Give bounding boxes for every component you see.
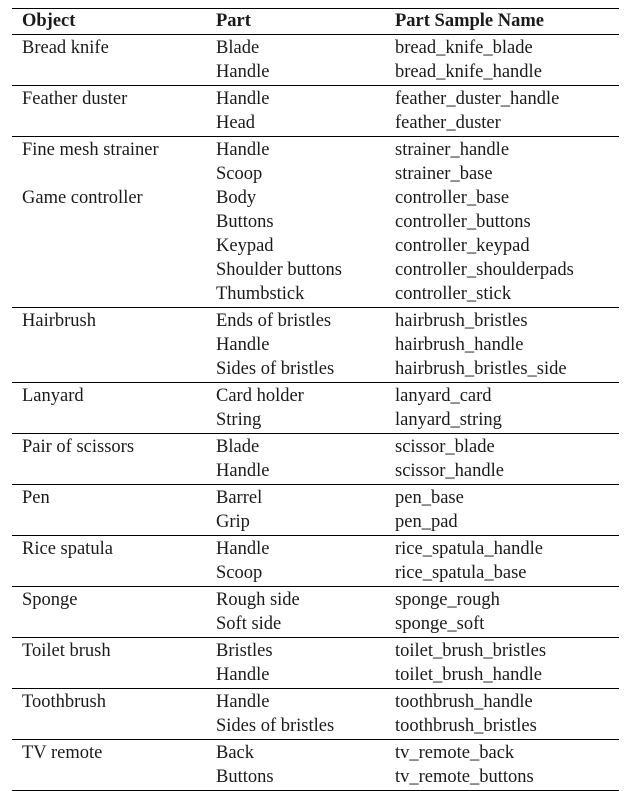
part-cell: Shoulder buttons: [216, 260, 342, 280]
table-row: [12, 714, 619, 740]
row-group: [12, 638, 619, 689]
header-object: Object: [22, 11, 76, 31]
sample-name-cell: toothbrush_handle: [395, 692, 533, 712]
object-cell: Sponge: [22, 590, 78, 610]
part-cell: Handle: [216, 140, 270, 160]
object-cell: Lanyard: [22, 386, 84, 406]
sample-name-cell: controller_buttons: [395, 212, 531, 232]
part-cell: Sides of bristles: [216, 716, 335, 736]
object-cell: [12, 333, 206, 357]
table-row: [12, 86, 619, 112]
sample-name-cell: controller_base: [395, 188, 510, 208]
object-cell: Rice spatula: [22, 539, 113, 559]
part-cell: String: [216, 410, 262, 430]
table-row: [12, 137, 619, 163]
row-group: [12, 689, 619, 740]
part-cell: Barrel: [216, 488, 263, 508]
object-cell: TV remote: [22, 743, 103, 763]
table-row: [12, 234, 619, 258]
sample-name-cell: scissor_blade: [395, 437, 495, 457]
sample-name-cell: strainer_handle: [395, 140, 510, 160]
object-cell: Pair of scissors: [22, 437, 135, 457]
object-cell: [12, 612, 206, 638]
part-cell: Handle: [216, 335, 270, 355]
object-cell: Feather duster: [22, 89, 128, 109]
part-cell: Blade: [216, 38, 260, 58]
table-row: [12, 162, 619, 186]
part-cell: Handle: [216, 692, 270, 712]
part-cell: Body: [216, 188, 257, 208]
object-cell: [12, 459, 206, 485]
object-cell: [12, 111, 206, 137]
object-cell: [12, 510, 206, 536]
object-cell: [12, 765, 206, 791]
sample-name-cell: controller_shoulderpads: [395, 260, 574, 280]
header-row: [12, 9, 619, 35]
object-cell: [12, 282, 206, 308]
part-cell: Back: [216, 743, 255, 763]
sample-name-cell: bread_knife_blade: [395, 38, 533, 58]
header-part: Part: [216, 11, 251, 31]
part-cell: Grip: [216, 512, 250, 532]
part-cell: Handle: [216, 539, 270, 559]
sample-name-cell: rice_spatula_handle: [395, 539, 543, 559]
sample-name-cell: tv_remote_buttons: [395, 767, 534, 787]
object-cell: Hairbrush: [22, 311, 96, 331]
row-group: [12, 86, 619, 137]
sample-name-cell: bread_knife_handle: [395, 62, 542, 82]
sample-name-cell: pen_pad: [395, 512, 458, 532]
table-row: [12, 536, 619, 562]
sample-name-cell: sponge_soft: [395, 614, 485, 634]
part-cell: Handle: [216, 62, 270, 82]
table-row: [12, 485, 619, 511]
table-row: [12, 111, 619, 137]
part-cell: Keypad: [216, 236, 274, 256]
table-row: [12, 689, 619, 715]
object-cell: [12, 234, 206, 258]
part-cell: Sides of bristles: [216, 359, 335, 379]
table-row: [12, 186, 619, 210]
table-row: [12, 308, 619, 334]
object-cell: Bread knife: [22, 38, 109, 58]
part-cell: Rough side: [216, 590, 300, 610]
object-cell: [12, 357, 206, 383]
table-row: [12, 638, 619, 664]
sample-name-cell: toilet_brush_bristles: [395, 641, 547, 661]
sample-name-cell: controller_stick: [395, 284, 512, 304]
table-row: [12, 663, 619, 689]
table-row: [12, 258, 619, 282]
table-row: [12, 408, 619, 434]
sample-name-cell: feather_duster_handle: [395, 89, 560, 109]
table-row: [12, 60, 619, 86]
row-group: [12, 308, 619, 383]
sample-name-cell: feather_duster: [395, 113, 501, 133]
sample-name-cell: rice_spatula_base: [395, 563, 527, 583]
row-group: [12, 485, 619, 536]
row-group: [12, 383, 619, 434]
table-row: [12, 35, 619, 61]
object-cell: [12, 210, 206, 234]
part-cell: Scoop: [216, 563, 263, 583]
sample-name-cell: scissor_handle: [395, 461, 504, 481]
sample-name-cell: lanyard_string: [395, 410, 502, 430]
table-row: [12, 333, 619, 357]
table-row: [12, 357, 619, 383]
sample-name-cell: toilet_brush_handle: [395, 665, 542, 685]
sample-name-cell: sponge_rough: [395, 590, 500, 610]
part-cell: Bristles: [216, 641, 273, 661]
table-row: [12, 282, 619, 308]
object-cell: [12, 408, 206, 434]
row-group: [12, 434, 619, 485]
object-cell: Game controller: [22, 188, 143, 208]
object-cell: [12, 162, 206, 186]
parts-table-container: [12, 8, 619, 791]
table-row: [12, 459, 619, 485]
table-row: [12, 587, 619, 613]
sample-name-cell: pen_base: [395, 488, 464, 508]
table-row: [12, 561, 619, 587]
row-group: [12, 536, 619, 587]
part-cell: Soft side: [216, 614, 282, 634]
part-cell: Handle: [216, 665, 270, 685]
part-cell: Card holder: [216, 386, 304, 406]
part-cell: Handle: [216, 461, 270, 481]
header-sample-name: Part Sample Name: [395, 11, 544, 31]
table-row: [12, 612, 619, 638]
row-group: [12, 587, 619, 638]
sample-name-cell: strainer_base: [395, 164, 493, 184]
row-group: [12, 35, 619, 86]
sample-name-cell: controller_keypad: [395, 236, 530, 256]
part-cell: Buttons: [216, 212, 274, 232]
object-cell: [12, 60, 206, 86]
part-cell: Head: [216, 113, 256, 133]
part-cell: Scoop: [216, 164, 263, 184]
table-row: [12, 510, 619, 536]
sample-name-cell: hairbrush_bristles: [395, 311, 528, 331]
part-cell: Ends of bristles: [216, 311, 332, 331]
row-group: [12, 740, 619, 791]
sample-name-cell: toothbrush_bristles: [395, 716, 537, 736]
object-cell: Toilet brush: [22, 641, 111, 661]
table-row: [12, 383, 619, 409]
object-cell: [12, 561, 206, 587]
object-cell: Toothbrush: [22, 692, 107, 712]
table-row: [12, 765, 619, 791]
row-group: [12, 137, 619, 308]
object-cell: Fine mesh strainer: [22, 140, 159, 160]
sample-name-cell: lanyard_card: [395, 386, 492, 406]
object-cell: Pen: [22, 488, 50, 508]
table-row: [12, 210, 619, 234]
part-cell: Handle: [216, 89, 270, 109]
table-header: [12, 9, 619, 35]
parts-table: [12, 8, 619, 791]
part-cell: Thumbstick: [216, 284, 305, 304]
object-cell: [12, 714, 206, 740]
table-row: [12, 434, 619, 460]
part-cell: Blade: [216, 437, 260, 457]
sample-name-cell: tv_remote_back: [395, 743, 515, 763]
object-cell: [12, 663, 206, 689]
table-row: [12, 740, 619, 766]
sample-name-cell: hairbrush_bristles_side: [395, 359, 567, 379]
object-cell: [12, 258, 206, 282]
sample-name-cell: hairbrush_handle: [395, 335, 524, 355]
part-cell: Buttons: [216, 767, 274, 787]
